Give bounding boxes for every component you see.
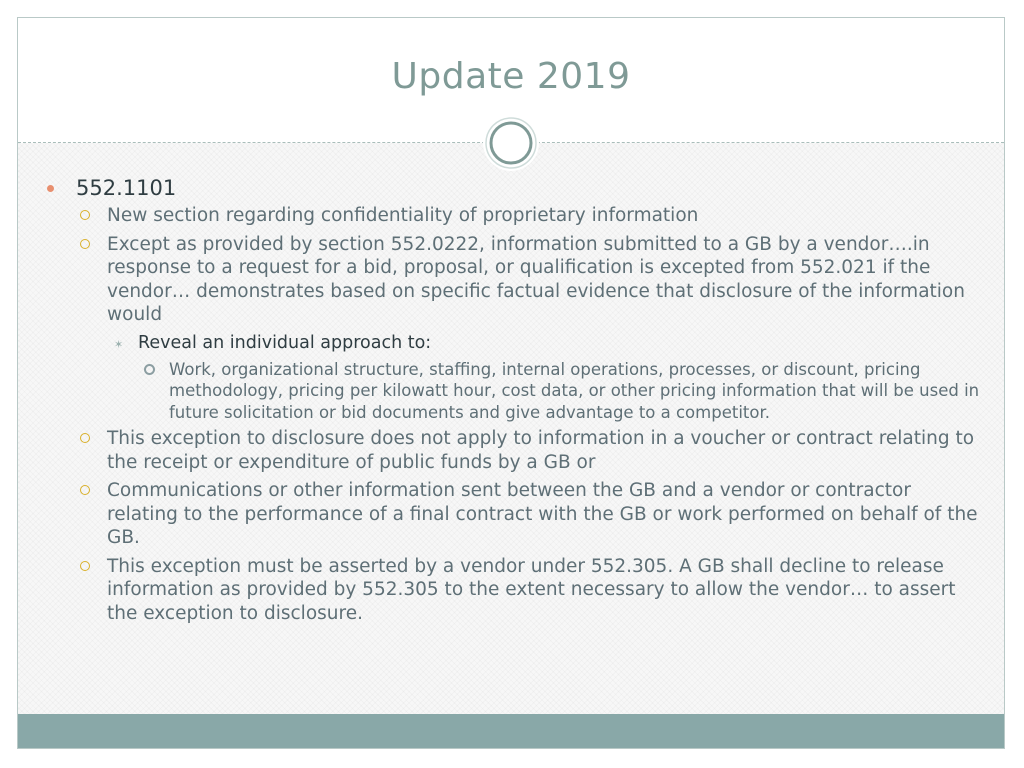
slide-body <box>44 174 984 630</box>
bullet-text: This exception to disclosure does not apply to information in a voucher or contract relating to the receipt or expenditure of public funds by a GB or <box>107 428 975 473</box>
bullet-level-2 <box>44 427 984 474</box>
slide-title: Update 2019 <box>391 56 631 97</box>
slide <box>17 17 1005 749</box>
bullet-text: Except as provided by section 552.0222, information submitted to a GB by a vendor….in response to a request for a bid, proposal, or qualification is excepted from 552.021 if the vendor… demonstrates based on specific factual evidence that disclosure of the information would <box>107 233 965 325</box>
bullet-star-icon: ✶ <box>114 337 124 351</box>
footer-accent-bar <box>18 714 1004 748</box>
bullet-level-2 <box>44 204 984 228</box>
bullet-text: 552.1101 <box>76 176 177 200</box>
bullet-level-3 <box>44 332 984 355</box>
bullet-ring-icon <box>80 239 90 249</box>
bullet-level-1 <box>44 174 984 202</box>
bullet-text: New section regarding confidentiality of proprietary information <box>107 205 699 226</box>
bullet-level-2 <box>44 233 984 327</box>
bullet-text: Work, organizational structure, staffing, internal operations, processes, or discount, pricing methodology, pricing per kilowatt hour, cost data, or other pricing information that will be used in future solicitation or bid documents and give advantage to a competitor. <box>169 359 980 422</box>
bullet-small-ring-icon <box>144 364 155 375</box>
bullet-level-2 <box>44 555 984 626</box>
bullet-text: Reveal an individual approach to: <box>138 332 432 353</box>
bullet-level-4 <box>44 359 984 424</box>
bullet-ring-icon <box>80 210 90 220</box>
bullet-ring-icon <box>80 561 90 571</box>
bullet-ring-icon <box>80 485 90 495</box>
bullet-ring-icon <box>80 433 90 443</box>
bullet-text: This exception must be asserted by a vendor under 552.305. A GB shall decline to release information as provided by 552.305 to the extent necessary to allow the vendor… to assert the exception to disclosure. <box>107 555 956 624</box>
bullet-dot-icon <box>47 185 54 192</box>
bullet-level-2 <box>44 479 984 550</box>
bullet-text: Communications or other information sent between the GB and a vendor or contractor relating to the performance of a final contract with the GB or work performed on behalf of the GB. <box>107 480 978 548</box>
ring-ornament-icon <box>483 115 539 171</box>
